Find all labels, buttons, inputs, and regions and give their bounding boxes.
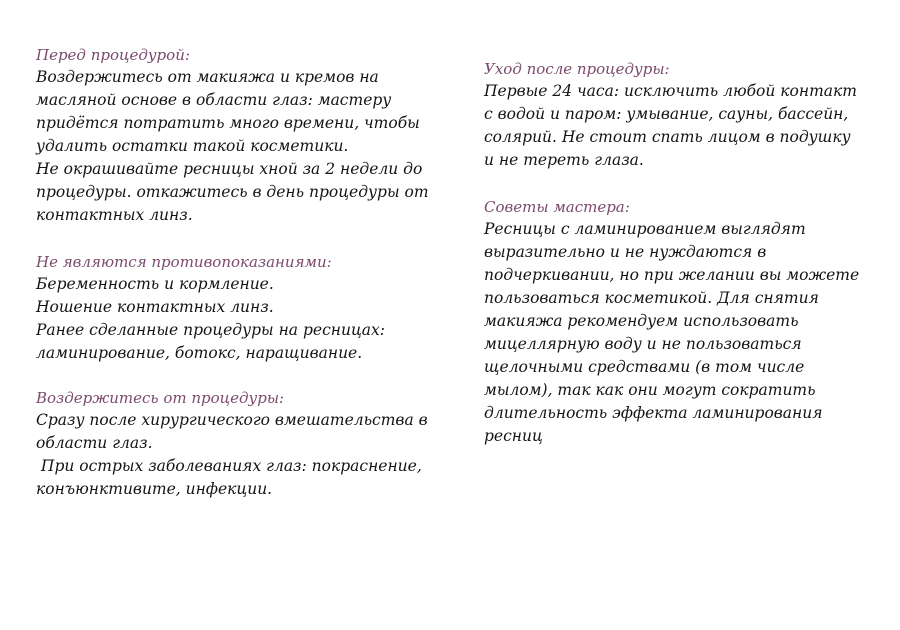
- text-line: Воздержитесь от макияжа и кремов на: [36, 68, 379, 86]
- text-line: придётся потратить много времени, чтобы: [36, 114, 420, 132]
- section-not-contraindications: [36, 251, 436, 365]
- text-line: Ресницы с ламинированием выглядят: [484, 220, 806, 238]
- text-line: Беременность и кормление.: [36, 275, 274, 293]
- text-line: ламинирование, ботокс, наращивание.: [36, 344, 363, 362]
- text-line: солярий. Не стоит спать лицом в подушку: [484, 128, 851, 146]
- text-line: процедуры. откажитесь в день процедуры от: [36, 183, 429, 201]
- text-line: Ранее сделанные процедуры на ресницах:: [36, 321, 385, 339]
- text-line: мылом), так как они могут сократить: [484, 381, 816, 399]
- text-line: Сразу после хирургического вмешательства в: [36, 411, 428, 429]
- text-line: удалить остатки такой косметики.: [36, 137, 349, 155]
- section-aftercare: [484, 58, 884, 172]
- text-line: выразительно и не нуждаются в: [484, 243, 767, 261]
- text-line: длительность эффекта ламинирования: [484, 404, 823, 422]
- text-line: подчеркивании, но при желании вы можете: [484, 266, 860, 284]
- text-line: Ношение контактных линз.: [36, 298, 274, 316]
- text-line: конъюнктивите, инфекции.: [36, 480, 273, 498]
- section-before-procedure: [36, 44, 436, 227]
- section-heading: Уход после процедуры:: [484, 60, 670, 78]
- text-line: пользоваться косметикой. Для снятия: [484, 289, 819, 307]
- section-heading: Воздержитесь от процедуры:: [36, 389, 285, 407]
- section-heading: Не являются противопоказаниями:: [36, 253, 332, 271]
- text-line: мицеллярную воду и не пользоваться: [484, 335, 802, 353]
- section-abstain: [36, 387, 436, 501]
- text-line: Не окрашивайте ресницы хной за 2 недели до: [36, 160, 423, 178]
- text-line: масляной основе в области глаз: мастеру: [36, 91, 392, 109]
- text-line: щелочными средствами (в том числе: [484, 358, 805, 376]
- text-line: макияжа рекомендуем использовать: [484, 312, 799, 330]
- section-heading: Советы мастера:: [484, 198, 630, 216]
- section-master-tips: [484, 196, 884, 448]
- text-line: ресниц: [484, 427, 543, 445]
- section-heading: Перед процедурой:: [36, 46, 190, 64]
- text-line: области глаз.: [36, 434, 153, 452]
- text-line: и не тереть глаза.: [484, 151, 644, 169]
- text-line: контактных линз.: [36, 206, 193, 224]
- text-line: При острых заболеваниях глаз: покраснение,: [36, 457, 422, 475]
- text-line: с водой и паром: умывание, сауны, бассейн,: [484, 105, 849, 123]
- text-line: Первые 24 часа: исключить любой контакт: [484, 82, 857, 100]
